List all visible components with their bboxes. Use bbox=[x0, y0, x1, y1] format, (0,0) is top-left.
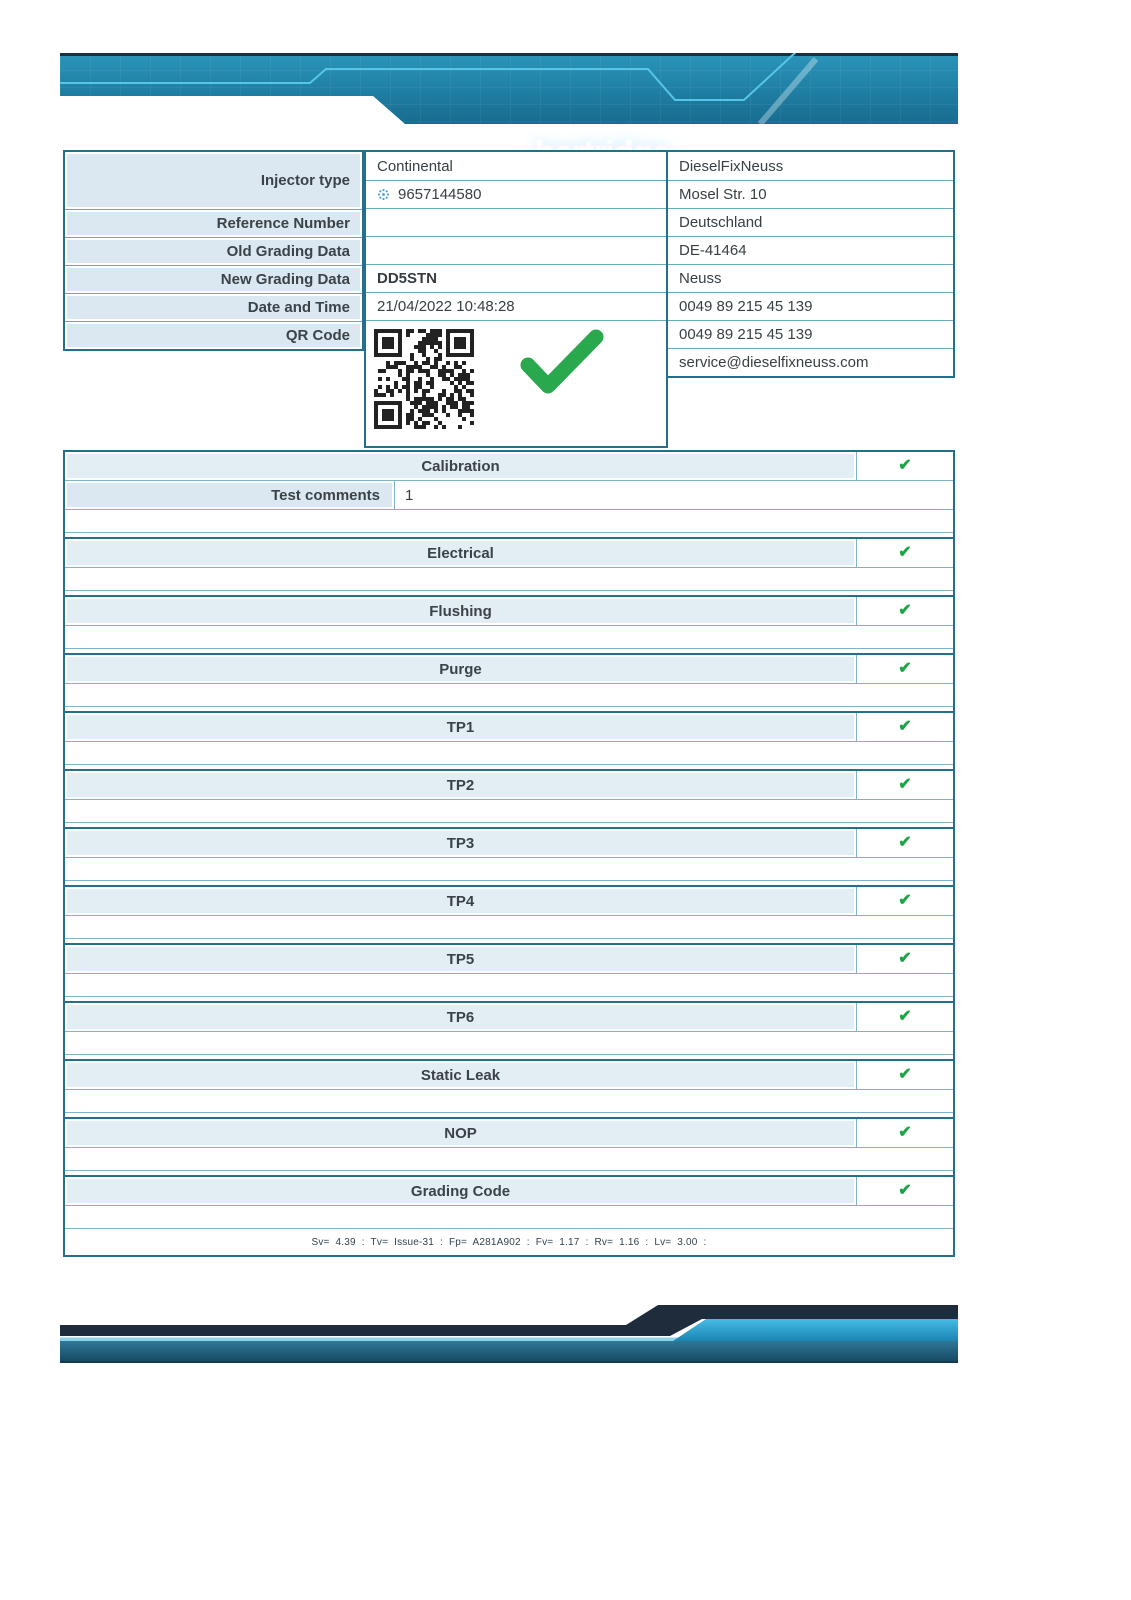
test-status-cell bbox=[856, 1119, 953, 1147]
test-section-row bbox=[65, 597, 953, 626]
footer-banner bbox=[60, 1305, 958, 1363]
empty-row bbox=[65, 800, 953, 823]
test-comments-row bbox=[65, 481, 953, 510]
test-section-row bbox=[65, 1003, 953, 1032]
test-section-label: Flushing bbox=[65, 597, 856, 625]
test-comments-value: 1 bbox=[394, 481, 953, 509]
test-section-row bbox=[65, 655, 953, 684]
check-icon: ✔ bbox=[898, 892, 912, 909]
customer-postcode: DE-41464 bbox=[668, 236, 953, 264]
check-icon: ✔ bbox=[898, 1008, 912, 1025]
test-section-label: Static Leak bbox=[65, 1061, 856, 1089]
check-icon: ✔ bbox=[898, 660, 912, 677]
test-status-cell bbox=[856, 655, 953, 683]
test-status-cell bbox=[856, 771, 953, 799]
test-section-label: TP3 bbox=[65, 829, 856, 857]
injector-id-icon bbox=[377, 188, 390, 201]
empty-row bbox=[65, 858, 953, 881]
empty-row bbox=[65, 974, 953, 997]
new-grading-value: DD5STN bbox=[366, 264, 666, 292]
qr-code-cell bbox=[366, 320, 666, 446]
empty-row bbox=[65, 1032, 953, 1055]
test-section-label: TP5 bbox=[65, 945, 856, 973]
check-icon: ✔ bbox=[898, 457, 912, 474]
test-section-label: NOP bbox=[65, 1119, 856, 1147]
big-check-icon bbox=[516, 329, 608, 397]
test-section-row bbox=[65, 713, 953, 742]
test-section-row bbox=[65, 452, 953, 481]
test-section-label: TP6 bbox=[65, 1003, 856, 1031]
reference-number-value bbox=[366, 208, 666, 236]
empty-row bbox=[65, 1206, 953, 1229]
test-status-cell bbox=[856, 597, 953, 625]
empty-row bbox=[65, 916, 953, 939]
new-grading-label: New Grading Data bbox=[65, 265, 362, 293]
test-section-row bbox=[65, 1177, 953, 1206]
footer-banner-shape bbox=[60, 1305, 958, 1363]
qr-code-label: QR Code bbox=[65, 321, 362, 349]
customer-phone-2: 0049 89 215 45 139 bbox=[668, 320, 953, 348]
test-section-label: Grading Code bbox=[65, 1177, 856, 1205]
check-icon: ✔ bbox=[898, 834, 912, 851]
test-status-cell bbox=[856, 829, 953, 857]
check-icon: ✔ bbox=[898, 1066, 912, 1083]
header-banner bbox=[60, 53, 958, 131]
check-icon: ✔ bbox=[898, 1124, 912, 1141]
empty-row bbox=[65, 742, 953, 765]
test-status-cell bbox=[856, 887, 953, 915]
customer-column bbox=[668, 150, 955, 378]
test-section-row bbox=[65, 539, 953, 568]
check-icon: ✔ bbox=[898, 544, 912, 561]
info-value-column bbox=[364, 150, 668, 448]
customer-city: Neuss bbox=[668, 264, 953, 292]
test-section-label: Electrical bbox=[65, 539, 856, 567]
test-comments-label: Test comments bbox=[65, 481, 394, 509]
test-section-label: TP1 bbox=[65, 713, 856, 741]
test-section-label: Purge bbox=[65, 655, 856, 683]
empty-row bbox=[65, 568, 953, 591]
test-status-cell bbox=[856, 713, 953, 741]
customer-name: DieselFixNeuss bbox=[679, 157, 784, 175]
injector-id-value: 9657144580 bbox=[398, 186, 482, 203]
test-status-cell bbox=[856, 539, 953, 567]
test-section-row bbox=[65, 829, 953, 858]
test-section-row bbox=[65, 945, 953, 974]
test-section-label: TP4 bbox=[65, 887, 856, 915]
info-label-column bbox=[63, 150, 364, 351]
customer-email: service@dieselfixneuss.com bbox=[668, 348, 953, 376]
tests-table bbox=[63, 450, 955, 1257]
check-icon: ✔ bbox=[898, 776, 912, 793]
empty-row bbox=[65, 510, 953, 533]
customer-phone-1: 0049 89 215 45 139 bbox=[668, 292, 953, 320]
empty-row bbox=[65, 1090, 953, 1113]
test-section-row bbox=[65, 1119, 953, 1148]
empty-row bbox=[65, 626, 953, 649]
check-icon: ✔ bbox=[898, 718, 912, 735]
test-section-row bbox=[65, 887, 953, 916]
check-icon: ✔ bbox=[898, 1182, 912, 1199]
old-grading-label: Old Grading Data bbox=[65, 237, 362, 265]
test-status-cell bbox=[856, 945, 953, 973]
datetime-value: 21/04/2022 10:48:28 bbox=[366, 292, 666, 320]
injector-type-label: Injector type bbox=[65, 152, 362, 209]
header-banner-shape bbox=[60, 53, 958, 131]
empty-row bbox=[65, 684, 953, 707]
test-status-cell bbox=[856, 1003, 953, 1031]
test-section-label: TP2 bbox=[65, 771, 856, 799]
test-status-cell bbox=[856, 1061, 953, 1089]
customer-country: Deutschland bbox=[668, 208, 953, 236]
test-status-cell bbox=[856, 452, 953, 480]
injector-type-value: Continental bbox=[377, 157, 453, 175]
test-section-row bbox=[65, 771, 953, 800]
test-section-row bbox=[65, 1061, 953, 1090]
check-icon: ✔ bbox=[898, 602, 912, 619]
datetime-label: Date and Time bbox=[65, 293, 362, 321]
empty-row bbox=[65, 1148, 953, 1171]
customer-street: Mosel Str. 10 bbox=[668, 180, 953, 208]
old-grading-value bbox=[366, 236, 666, 264]
reference-number-label: Reference Number bbox=[65, 209, 362, 237]
injector-id-row bbox=[366, 180, 666, 208]
test-section-label: Calibration bbox=[65, 452, 856, 480]
versions-footer: Sv= 4.39 : Tv= Issue-31 : Fp= A281A902 : Fv= 1.17 : Rv= 1.16 : Lv= 3.00 : bbox=[311, 1236, 707, 1248]
test-status-cell bbox=[856, 1177, 953, 1205]
check-icon: ✔ bbox=[898, 950, 912, 967]
qr-code bbox=[374, 329, 474, 429]
